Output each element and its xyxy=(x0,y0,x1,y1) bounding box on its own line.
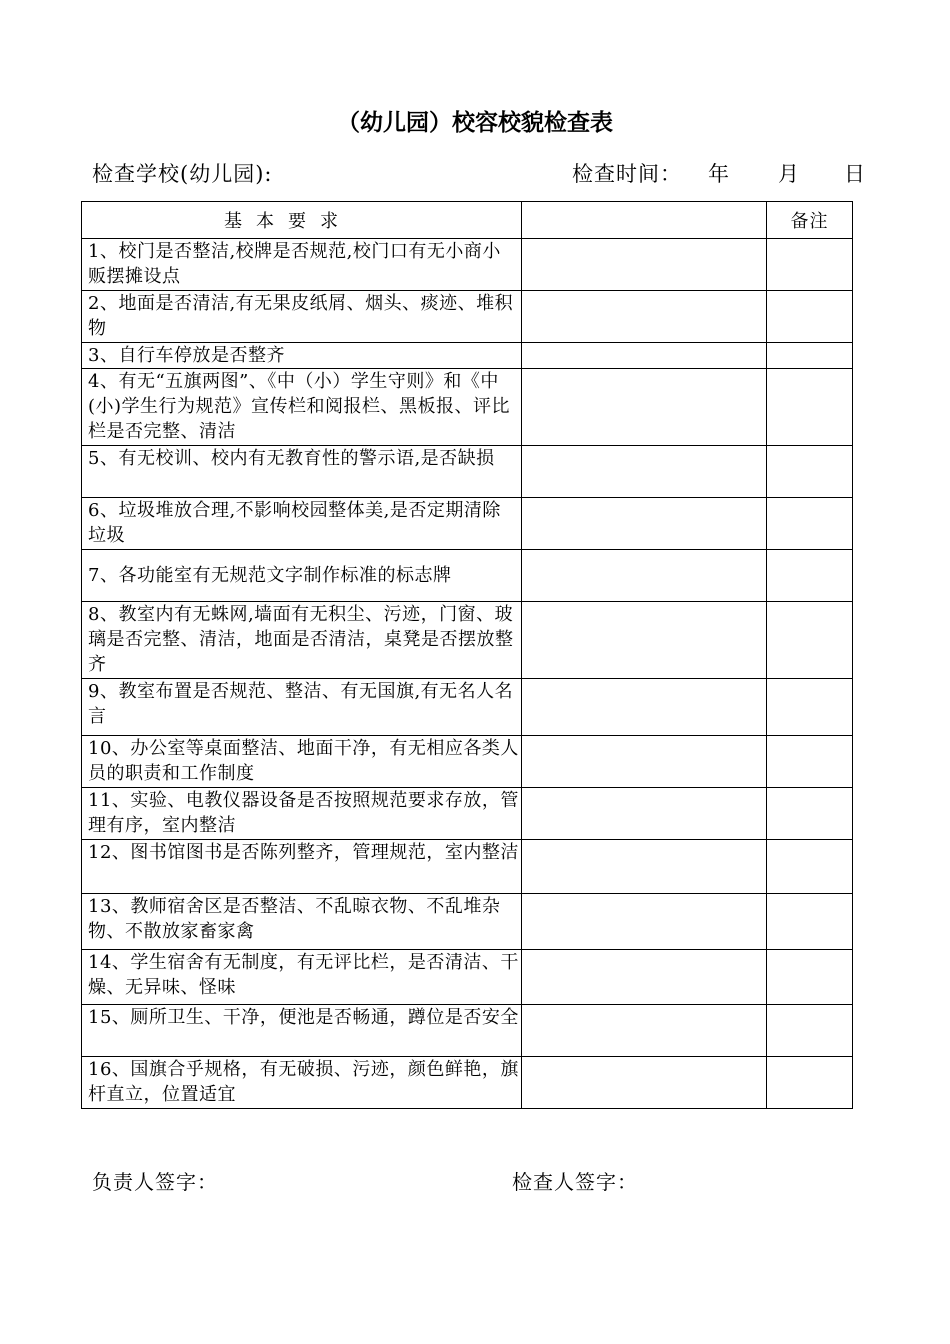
note-cell[interactable] xyxy=(767,1005,853,1057)
table-row xyxy=(82,679,853,736)
inspection-time xyxy=(572,158,866,188)
table-row xyxy=(82,1005,853,1057)
requirement-cell: 10、办公室等桌面整洁、地面干净，有无相应各类人员的职责和工作制度 xyxy=(82,736,522,788)
table-row xyxy=(82,239,853,291)
requirement-cell: 2、地面是否清洁,有无果皮纸屑、烟头、痰迹、堆积物 xyxy=(82,291,522,343)
note-cell[interactable] xyxy=(767,840,853,894)
day-label: 日 xyxy=(844,162,866,186)
table-row xyxy=(82,291,853,343)
requirement-cell: 16、国旗合乎规格，有无破损、污迹，颜色鲜艳，旗杆直立，位置适宜 xyxy=(82,1057,522,1109)
requirement-cell: 11、实验、电教仪器设备是否按照规范要求存放，管理有序，室内整洁 xyxy=(82,788,522,840)
table-row xyxy=(82,1057,853,1109)
result-cell[interactable] xyxy=(522,679,767,736)
requirement-cell: 1、校门是否整洁,校牌是否规范,校门口有无小商小贩摆摊设点 xyxy=(82,239,522,291)
inspection-table xyxy=(81,201,853,1109)
result-cell[interactable] xyxy=(522,239,767,291)
note-cell[interactable] xyxy=(767,291,853,343)
table-row xyxy=(82,736,853,788)
result-cell[interactable] xyxy=(522,840,767,894)
school-label: 检查学校(幼儿园): xyxy=(92,162,273,186)
table-row xyxy=(82,840,853,894)
note-cell[interactable] xyxy=(767,239,853,291)
table-row xyxy=(82,498,853,550)
result-cell[interactable] xyxy=(522,894,767,950)
requirement-cell: 5、有无校训、校内有无教育性的警示语,是否缺损 xyxy=(82,446,522,498)
note-cell[interactable] xyxy=(767,679,853,736)
table-header-row xyxy=(82,202,853,239)
requirement-cell: 8、教室内有无蛛网,墙面有无积尘、污迹，门窗、玻璃是否完整、清洁，地面是否清洁，桌凳是否摆放整齐 xyxy=(82,602,522,679)
table-row xyxy=(82,369,853,446)
note-cell[interactable] xyxy=(767,736,853,788)
table-row xyxy=(82,602,853,679)
note-cell[interactable] xyxy=(767,788,853,840)
note-cell[interactable] xyxy=(767,950,853,1005)
time-label: 检查时间： xyxy=(572,162,682,186)
requirement-cell: 15、厕所卫生、干净，便池是否畅通，蹲位是否安全 xyxy=(82,1005,522,1057)
requirement-cell: 14、学生宿舍有无制度，有无评比栏，是否清洁、干燥、无异味、怪味 xyxy=(82,950,522,1005)
requirement-cell: 13、教师宿舍区是否整洁、不乱晾衣物、不乱堆杂物、不散放家畜家禽 xyxy=(82,894,522,950)
requirement-cell: 12、图书馆图书是否陈列整齐，管理规范，室内整洁 xyxy=(82,840,522,894)
note-cell[interactable] xyxy=(767,894,853,950)
note-cell[interactable] xyxy=(767,369,853,446)
table-row xyxy=(82,550,853,602)
table-row xyxy=(82,894,853,950)
requirement-cell: 9、教室布置是否规范、整洁、有无国旗,有无名人名言 xyxy=(82,679,522,736)
note-cell[interactable] xyxy=(767,343,853,369)
requirements-header: 基本要求 xyxy=(82,202,522,239)
note-cell[interactable] xyxy=(767,446,853,498)
table-row xyxy=(82,788,853,840)
result-cell[interactable] xyxy=(522,950,767,1005)
note-cell[interactable] xyxy=(767,1057,853,1109)
requirement-cell: 3、自行车停放是否整齐 xyxy=(82,343,522,369)
table-row xyxy=(82,950,853,1005)
result-cell[interactable] xyxy=(522,343,767,369)
result-cell[interactable] xyxy=(522,1005,767,1057)
result-cell[interactable] xyxy=(522,446,767,498)
note-header: 备注 xyxy=(767,202,853,239)
table-row xyxy=(82,343,853,369)
note-cell[interactable] xyxy=(767,602,853,679)
table-row xyxy=(82,446,853,498)
note-cell[interactable] xyxy=(767,498,853,550)
requirement-cell: 6、垃圾堆放合理,不影响校园整体美,是否定期清除垃圾 xyxy=(82,498,522,550)
result-cell[interactable] xyxy=(522,369,767,446)
result-cell[interactable] xyxy=(522,736,767,788)
result-cell[interactable] xyxy=(522,498,767,550)
page-title: （幼儿园）校容校貌检查表 xyxy=(337,110,613,136)
result-cell[interactable] xyxy=(522,602,767,679)
responsible-signature-label: 负责人签字： xyxy=(92,1170,218,1194)
year-label: 年 xyxy=(708,162,730,186)
blank-header xyxy=(522,202,767,239)
result-cell[interactable] xyxy=(522,291,767,343)
requirement-cell: 4、有无“五旗两图”、《中（小）学生守则》和《中(小)学生行为规范》宣传栏和阅报栏、黑板报、评比栏是否完整、清洁 xyxy=(82,369,522,446)
result-cell[interactable] xyxy=(522,788,767,840)
inspector-signature-label: 检查人签字： xyxy=(512,1170,638,1194)
note-cell[interactable] xyxy=(767,550,853,602)
requirement-cell: 7、各功能室有无规范文字制作标准的标志牌 xyxy=(82,550,522,602)
result-cell[interactable] xyxy=(522,550,767,602)
month-label: 月 xyxy=(778,162,800,186)
result-cell[interactable] xyxy=(522,1057,767,1109)
